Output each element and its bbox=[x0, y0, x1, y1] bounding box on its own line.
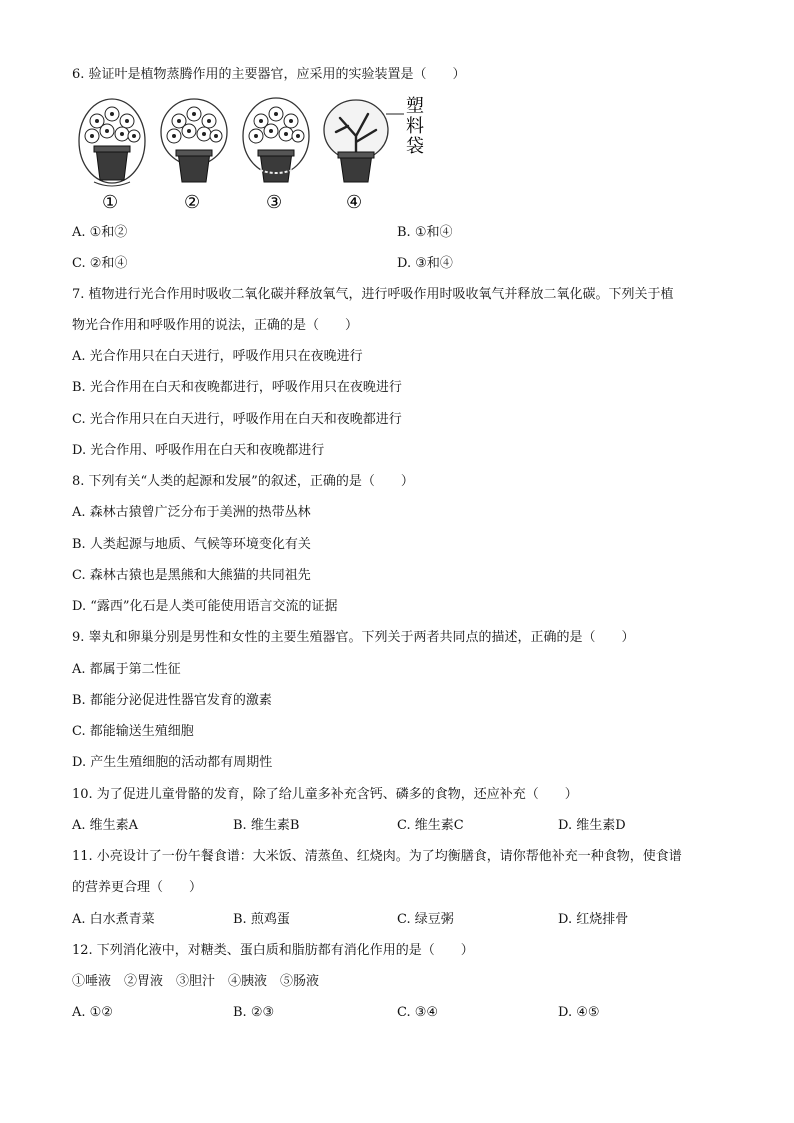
plant-label-2: ② bbox=[184, 192, 201, 213]
q6-figure bbox=[72, 96, 432, 214]
q11-option-d[interactable]: D. 红烧排骨 bbox=[558, 912, 629, 927]
q6-stem: 6. 验证叶是植物蒸腾作用的主要器官，应采用的实验装置是（ ） bbox=[72, 67, 466, 82]
plant-1-illustration bbox=[79, 99, 145, 186]
q9-option-c[interactable]: C. 都能输送生殖细胞 bbox=[72, 724, 194, 739]
q10-option-a[interactable]: A. 维生素A bbox=[72, 818, 139, 833]
bag-label-char-2: 料 bbox=[406, 116, 424, 137]
q8-stem: 8. 下列有关“人类的起源和发展”的叙述，正确的是（ ） bbox=[72, 474, 414, 489]
q7-option-a[interactable]: A. 光合作用只在白天进行，呼吸作用只在夜晚进行 bbox=[72, 349, 363, 364]
q9-option-d[interactable]: D. 产生生殖细胞的活动都有周期性 bbox=[72, 755, 273, 770]
q10-option-c[interactable]: C. 维生素C bbox=[397, 818, 464, 833]
q10-option-d[interactable]: D. 维生素D bbox=[558, 818, 626, 833]
q12-option-c[interactable]: C. ③④ bbox=[397, 1005, 439, 1020]
q7-option-c[interactable]: C. 光合作用只在白天进行，呼吸作用在白天和夜晚都进行 bbox=[72, 412, 402, 427]
q12-option-b[interactable]: B. ②③ bbox=[233, 1005, 275, 1020]
q7-stem-line-2: 物光合作用和呼吸作用的说法，正确的是（ ） bbox=[72, 318, 359, 333]
plant-3-illustration bbox=[243, 98, 309, 182]
q6-option-c[interactable]: C. ②和④ bbox=[72, 256, 128, 271]
q12-items: ①唾液 ②胃液 ③胆汁 ④胰液 ⑤肠液 bbox=[72, 974, 320, 989]
q9-option-b[interactable]: B. 都能分泌促进性器官发育的激素 bbox=[72, 693, 272, 708]
q11-stem-line-2: 的营养更合理（ ） bbox=[72, 880, 203, 895]
q12-option-d[interactable]: D. ④⑤ bbox=[558, 1005, 600, 1020]
plant-label-1: ① bbox=[102, 192, 119, 213]
q7-option-b[interactable]: B. 光合作用在白天和夜晚都进行，呼吸作用只在夜晚进行 bbox=[72, 380, 402, 395]
q6-option-b[interactable]: B. ①和④ bbox=[397, 225, 453, 240]
q11-option-c[interactable]: C. 绿豆粥 bbox=[397, 912, 454, 927]
plant-label-3: ③ bbox=[266, 192, 283, 213]
q6-option-a[interactable]: A. ①和② bbox=[72, 225, 128, 240]
q11-option-b[interactable]: B. 煎鸡蛋 bbox=[233, 912, 290, 927]
q11-stem-line-1: 11. 小亮设计了一份午餐食谱：大米饭、清蒸鱼、红烧肉。为了均衡膳食，请你帮他补充一种食物，使食谱 bbox=[72, 849, 682, 864]
q12-option-a[interactable]: A. ①② bbox=[72, 1005, 113, 1020]
q11-option-a[interactable]: A. 白水煮青菜 bbox=[72, 912, 155, 927]
q8-option-b[interactable]: B. 人类起源与地质、气候等环境变化有关 bbox=[72, 537, 311, 552]
q10-stem: 10. 为了促进儿童骨骼的发育，除了给儿童多补充含钙、磷多的食物，还应补充（ ） bbox=[72, 787, 578, 802]
q8-option-d[interactable]: D. “露西”化石是人类可能使用语言交流的证据 bbox=[72, 599, 338, 614]
q9-stem: 9. 睾丸和卵巢分别是男性和女性的主要生殖器官。下列关于两者共同点的描述，正确的是（ ） bbox=[72, 630, 635, 645]
q8-option-a[interactable]: A. 森林古猿曾广泛分布于美洲的热带丛林 bbox=[72, 505, 311, 520]
q8-option-c[interactable]: C. 森林古猿也是黑熊和大熊猫的共同祖先 bbox=[72, 568, 311, 583]
q6-option-d[interactable]: D. ③和④ bbox=[397, 256, 453, 271]
plant-2-illustration bbox=[161, 99, 227, 182]
bag-label-char-3: 袋 bbox=[406, 136, 424, 157]
q9-option-a[interactable]: A. 都属于第二性征 bbox=[72, 662, 181, 677]
plant-4-illustration bbox=[324, 100, 404, 182]
bag-label-char-1: 塑 bbox=[406, 96, 424, 117]
q7-stem-line-1: 7. 植物进行光合作用时吸收二氧化碳并释放氧气，进行呼吸作用时吸收氧气并释放二氧化碳。下列关于植 bbox=[72, 287, 674, 302]
q10-option-b[interactable]: B. 维生素B bbox=[233, 818, 300, 833]
plant-label-4: ④ bbox=[346, 192, 363, 213]
plant-experiment-diagram bbox=[72, 96, 432, 214]
q7-option-d[interactable]: D. 光合作用、呼吸作用在白天和夜晚都进行 bbox=[72, 443, 325, 458]
q12-stem: 12. 下列消化液中，对糖类、蛋白质和脂肪都有消化作用的是（ ） bbox=[72, 943, 474, 958]
